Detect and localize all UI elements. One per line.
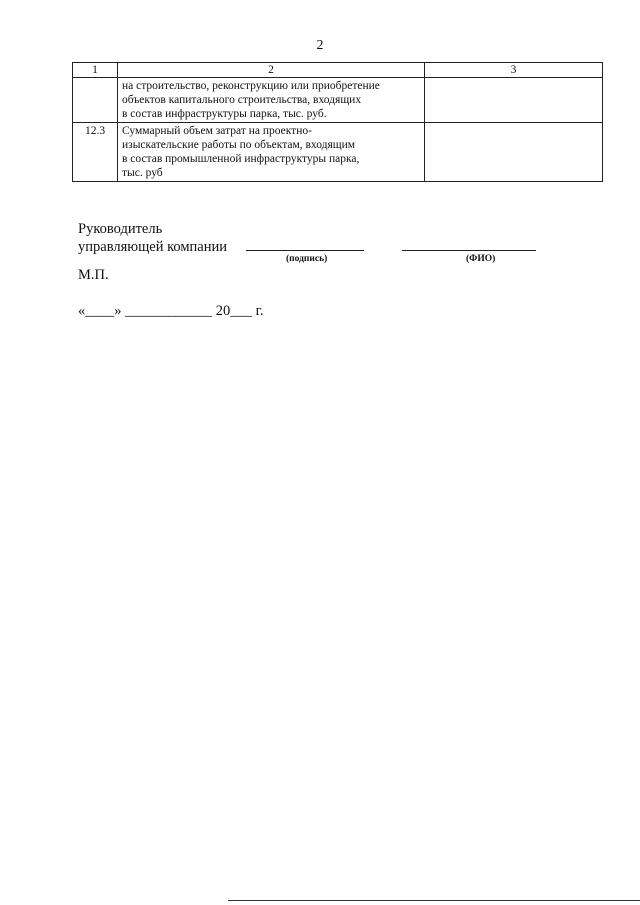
signature-caption: (подпись) bbox=[286, 254, 328, 264]
row-number bbox=[73, 78, 118, 123]
description-line: в состав промышленной инфраструктуры парка, bbox=[122, 153, 360, 165]
row-value bbox=[425, 123, 603, 182]
footer-rule bbox=[228, 900, 640, 901]
signature-line bbox=[246, 250, 364, 251]
table-row bbox=[73, 78, 603, 123]
description-line: изыскательские работы по объектам, входящим bbox=[122, 139, 356, 151]
signatory-title bbox=[78, 220, 162, 239]
data-table bbox=[72, 62, 603, 182]
table-header-row bbox=[73, 63, 603, 78]
description-line: на строительство, реконструкцию или приобретение bbox=[122, 80, 380, 92]
description-line: в состав инфраструктуры парка, тыс. руб. bbox=[122, 108, 327, 120]
row-description bbox=[118, 123, 425, 182]
description-line: Суммарный объем затрат на проектно- bbox=[122, 125, 312, 137]
column-header-3: 3 bbox=[425, 63, 603, 78]
signatory-title-line2: управляющей компании bbox=[78, 239, 228, 255]
description-line: объектов капитального строительства, входящих bbox=[122, 94, 362, 106]
description-line: тыс. руб bbox=[122, 167, 163, 179]
table-row bbox=[73, 123, 603, 182]
row-value bbox=[425, 78, 603, 123]
date-field: «____» ____________ 20___ г. bbox=[78, 303, 264, 319]
column-header-2: 2 bbox=[118, 63, 425, 78]
name-caption: (ФИО) bbox=[466, 254, 496, 264]
page-number: 2 bbox=[316, 38, 324, 53]
row-number: 12.3 bbox=[73, 123, 118, 182]
stamp-label: М.П. bbox=[78, 267, 109, 283]
name-line bbox=[402, 250, 536, 251]
signatory-title-line1: Руководитель bbox=[78, 221, 163, 237]
column-header-1: 1 bbox=[73, 63, 118, 78]
row-description bbox=[118, 78, 425, 123]
